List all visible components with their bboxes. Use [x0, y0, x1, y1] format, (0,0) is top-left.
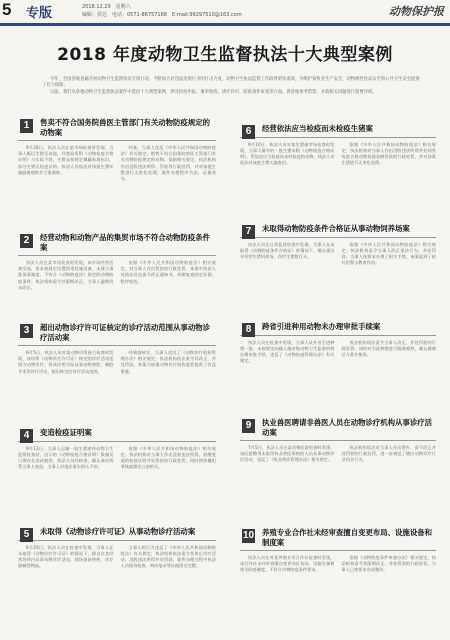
case-paragraph: 7月5日，执法人员在某动物医院检查时发现，该医院聘用未取得执业兽医资格的人员从事动物诊疗活动，违反了《执业兽医管理办法》相关规定。: [240, 445, 335, 463]
lede-paragraph: 今年，全国各地普遍开展动物卫生监督执法专项行动，不断加大对违法违规行为的打击力度，动物卫生执法监督工作取得明显成效，为维护畜牧业生产安全、动物源性食品安全和公共卫生安全提供了有力保障。: [42, 77, 420, 88]
case-paragraph: 6月5日，执法人员对某动物诊所进行检查时发现，该诊所《动物诊疗许可证》核定的诊疗活动范围为动物诊疗，但该诊所实际从事动物颅腔、胸腔手术等诊疗活动，超出核定的诊疗活动范围。: [18, 350, 114, 374]
case-number: 6: [242, 125, 255, 139]
case-paragraph: 依据《中华人民共和国动物防疫法》相关规定，执法机构对当事人作出没收违法所得、收缴变造的检疫证明并处罚款的行政处罚，同时将涉嫌犯罪线索移送公安机关。: [120, 445, 216, 470]
lede-paragraph: 日前，我们从各地动物卫生监督执法案件中选出十大典型案例，涉及检疫申报、屠宰检疫、诊疗许可、防疫条件审查等方面，供各地参考借鉴，并就相关问题进行简要评析。: [50, 90, 377, 95]
case-paragraph: 依据《中华人民共和国动物防疫法》相关规定，对当事人作出罚款的行政处罚。本案中执法人员依法送达责令改正通知书，到期复查固定证据，程序规范。: [120, 260, 216, 284]
case-number: 1: [20, 119, 33, 133]
divider: [18, 441, 216, 442]
case-body: [240, 242, 436, 267]
case-paragraph: 依据《中华人民共和国动物防疫法》相关规定，执法机构责令当事人改正违法行为，并处罚款。当事人按要求办理了相关手续，该案起到了较好的警示教育作用。: [341, 241, 436, 266]
case-4: [18, 428, 216, 520]
case-body: [240, 340, 436, 365]
case-1: [18, 118, 216, 230]
case-paragraph: 执法人员在对某养殖专业合作社检查时发现，该合作社未经审查擅自变更场区布局、设施设备和相关防疫制度，不符合动物防疫条件要求。: [240, 555, 335, 573]
editor-contact: 编辑：侯达 电话：0571-86757168 E-mail:99297510@163.com: [82, 12, 242, 18]
case-title: 跨省引进种用动物未办理审批手续案: [262, 322, 381, 331]
case-body: [240, 445, 436, 464]
case-paragraph: 6月25日，执法人员在检查中发现，当事人在未取得《动物诊疗许可证》的情况下，擅自在其经营场所内从事动物诊疗活动，现场查获兽药、诊疗器械等物品。: [18, 544, 114, 569]
case-number: 7: [242, 225, 255, 239]
case-paragraph: 执法机构依法对当事人作出警告、责令改正并处罚款的行政处罚，进一步规范了辖区动物诊疗行业执业行为。: [341, 445, 436, 463]
masthead-rule: [0, 23, 450, 26]
issue-date: 2018.12.29 星期六: [82, 4, 131, 10]
case-number: 3: [20, 324, 33, 338]
case-body: [18, 446, 216, 471]
case-paragraph: 9月13日，当事人运输一批生猪途经动物卫生监督检查站，出示的《动物检疫合格证明》数量及日期存在涂改痕迹。执法人员经核查，确认该证明系当事人变造，当事人对违法事实供认不讳。: [18, 445, 114, 470]
case-9: [240, 418, 436, 518]
divider: [18, 345, 216, 346]
newspaper-brand: 动物保护报: [389, 5, 444, 18]
case-paragraph: 依据《中华人民共和国动物防疫法》相关规定，执法机构对当事人作出没收违法所得并处同类检疫合格动物货值金额罚款的行政处罚，并对涉案生猪进行无害化处理。: [341, 141, 436, 166]
case-title: 经营依法应当检疫而未检疫生猪案: [262, 124, 373, 133]
case-paragraph: 执法人员在日常监督检查中发现，当事人在未取得《动物防疫条件合格证》的情况下，擅自建设并经营生猪饲养场，存栏生猪数百头。: [240, 241, 335, 259]
case-body: [18, 350, 216, 375]
case-6: [240, 124, 436, 224]
case-paragraph: 执法机构依法责令当事人改正，并处罚款的行政处罚，同时对引进种猪进行隔离观察，确认健康后方准许使用。: [341, 339, 436, 357]
case-number: 4: [20, 429, 33, 443]
case-body: [18, 260, 216, 291]
case-body: [240, 555, 436, 574]
case-title: 售卖不符合国务院兽医主管部门有关动物防疫规定的动物案: [40, 118, 210, 137]
divider: [18, 140, 216, 141]
case-number: 10: [242, 530, 255, 541]
case-title: 经营动物和动物产品的集贸市场不符合动物防疫条件案: [40, 233, 210, 252]
section-name: 专版: [26, 6, 53, 21]
case-5: [18, 527, 216, 633]
case-8: [240, 322, 436, 414]
case-paragraph: 经调查核实，当事人违反了《动物诊疗机构管理办法》相关规定，执法机构依法责令其改正，并处罚款。本案为加强动物诊疗机构监管提供了有益借鉴。: [120, 350, 216, 374]
case-paragraph: 依据《动物防疫条件审查办法》相关规定，执法机构责令其限期改正，并处罚款的行政处罚，当事人已按要求完成整改。: [341, 555, 436, 573]
case-paragraph: 当事人的行为违反了《中华人民共和国动物防疫法》有关规定，执法机构依法责令其停止诊疗活动，没收违法所得并处罚款。案件办理过程中执法人员现场检查、询问笔录等证据固定完整。: [120, 544, 216, 569]
case-paragraph: 执法人员在检查中发现，当事人从外省引进种猪一批，未按规定向输入地省级动物卫生监督机构办理审批手续，违反了《动物检疫管理办法》有关规定。: [240, 339, 335, 364]
case-paragraph: 9月26日，执法人员在某市场检查时发现，当事人贩运生猪至该地，经查验所附《动物检疫合格证明》与实际不符，生猪未按规定佩戴畜禽标识，部分生猪无检疫证明。执法人员依法对该批生猪实施隔离观察并立案调查。: [18, 145, 114, 175]
case-body: [18, 545, 216, 570]
case-title: 未取得动物防疫条件合格证从事动物饲养场案: [262, 224, 410, 233]
case-number: 5: [20, 528, 33, 542]
case-body: [18, 145, 216, 182]
page-headline: 2018 年度动物卫生监督执法十大典型案例: [57, 45, 393, 65]
case-title: 未取得《动物诊疗许可证》从事动物诊疗活动案: [40, 527, 196, 536]
case-paragraph: 经查，当事人违反《中华人民共和国动物防疫法》有关规定，销售不符合国务院兽医主管部门有关动物防疫规定的动物。依据相关规定，执法机构作出没收违法所得、罚款等行政处罚，并对该批生猪进行无害化处理，案件办理程序合法，证据充分。: [120, 145, 216, 182]
divider: [240, 335, 436, 336]
case-paragraph: 执法人员在某市场检查时发现，该市场经营活禽交易，但未按规定设置消毒设施设备，未建立清洗消毒制度，不符合《动物防疫法》规定的动物防疫条件。执法机构责令其限期改正，当事人逾期仍未改正。: [18, 260, 114, 290]
case-10: [240, 528, 436, 634]
case-title: 执业兽医聘请非兽医人员在动物诊疗机构从事诊疗活动案: [262, 418, 432, 437]
divider: [18, 540, 216, 541]
case-paragraph: 9月10日，执法人员对某生猪屠宰场检查时发现，当事人屠宰的一批生猪未附《动物检疫合格证明》，系依法应当检疫而未经检疫的动物。执法人员依法对该批生猪实施查封。: [240, 141, 335, 166]
divider: [240, 137, 436, 138]
case-body: [240, 142, 436, 167]
divider: [240, 440, 436, 441]
case-2: [18, 233, 216, 313]
case-title: 变造检疫证明案: [40, 428, 92, 437]
case-number: 8: [242, 323, 255, 337]
divider: [240, 550, 436, 551]
case-title: 超出动物诊疗许可证核定的诊疗活动范围从事动物诊疗活动案: [40, 323, 210, 342]
divider: [18, 255, 216, 256]
divider: [240, 237, 436, 238]
case-title: 养殖专业合作社未经审查擅自变更布局、设施设备和制度案: [262, 528, 432, 547]
case-number: 9: [242, 419, 255, 433]
case-number: 2: [20, 234, 33, 248]
page-number: 5: [2, 0, 12, 19]
case-3: [18, 323, 216, 405]
case-7: [240, 224, 436, 316]
lede: [42, 77, 422, 97]
